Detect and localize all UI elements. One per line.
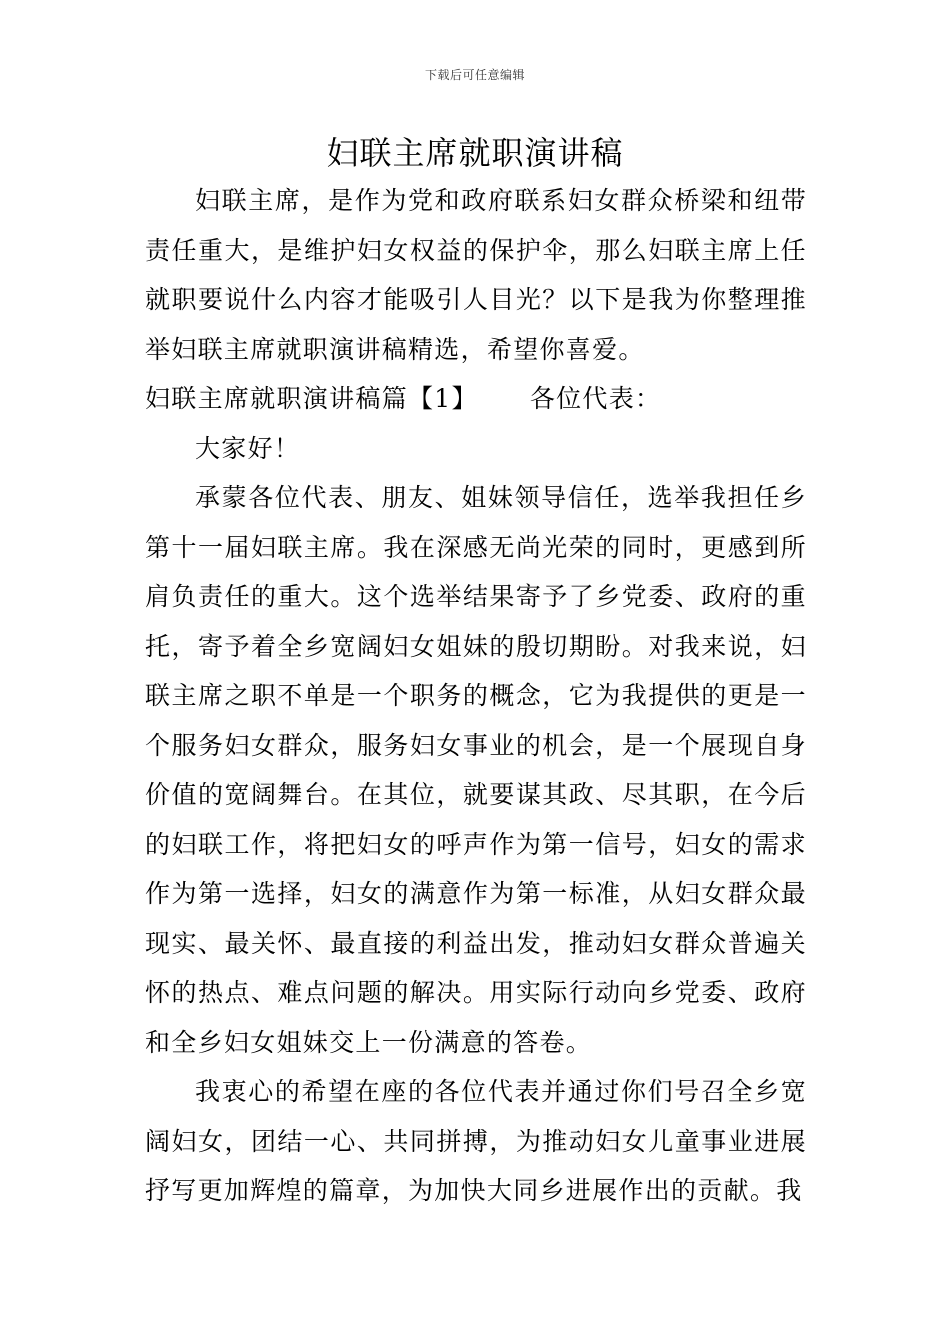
greeting-paragraph: 大家好！ xyxy=(195,433,301,463)
salutation: 各位代表： xyxy=(529,384,662,413)
body-paragraph-2: 我衷心的希望在座的各位代表并通过你们号召全乡宽阔妇女，团结一心、共同拼搏，为推动妇女儿童事业进展抒写更加辉煌的篇章，为加快大同乡进展作出的贡献。我 xyxy=(145,1077,807,1205)
section-heading: 妇联主席就职演讲稿篇【1】 xyxy=(145,384,478,413)
intro-paragraph: 妇联主席，是作为党和政府联系妇女群众桥梁和纽带责任重大，是维护妇女权益的保护伞，那么妇联主席上任就职要说什么内容才能吸引人目光？以下是我为你整理推举妇联主席就职演讲稿精选，希望你喜爱。 xyxy=(145,186,807,364)
header-note: 下载后可任意编辑 xyxy=(424,68,525,82)
body-paragraph-1: 承蒙各位代表、朋友、姐妹领导信任，选举我担任乡第十一届妇联主席。我在深感无尚光荣的同时，更感到所肩负责任的重大。这个选举结果寄予了乡党委、政府的重托，寄予着全乡宽阔妇女姐妹的殷切期盼。对我来说，妇联主席之职不单是一个职务的概念，它为我提供的更是一个服务妇女群众，服务妇女事业的机会，是一个展现自身价值的宽阔舞台。在其位，就要谋其政、尽其职，在今后的妇联工作，将把妇女的呼声作为第一信号，妇女的需求作为第一选择，妇女的满意作为第一标准，从妇女群众最现实、最关怀、最直接的利益出发，推动妇女群众普遍关怀的热点、难点问题的解决。用实际行动向乡党委、政府和全乡妇女姐妹交上一份满意的答卷。 xyxy=(145,483,807,1057)
document-body xyxy=(145,176,807,1216)
document-title: 妇联主席就职演讲稿 xyxy=(326,134,624,172)
section-heading-line xyxy=(145,374,807,424)
